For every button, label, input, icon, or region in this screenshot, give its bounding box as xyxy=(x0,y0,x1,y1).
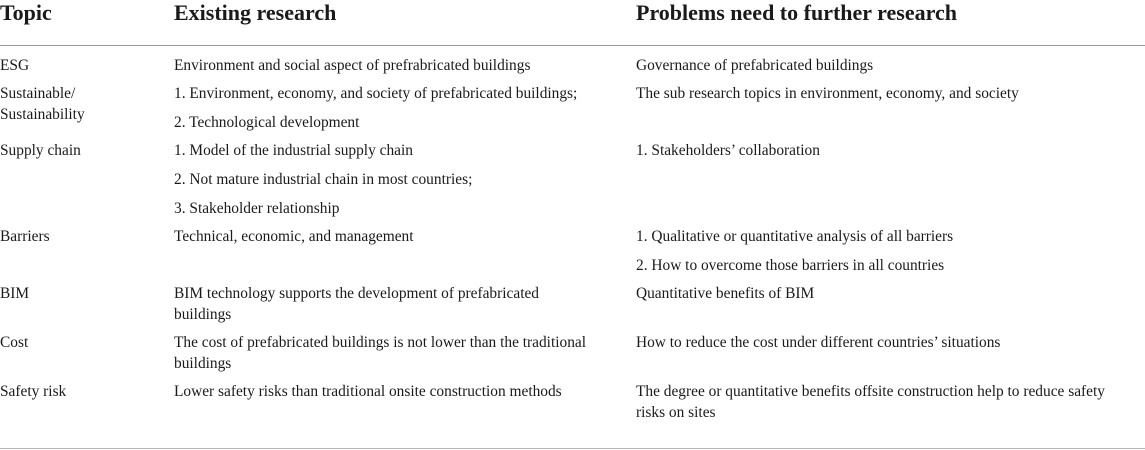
cell-line: Barriers xyxy=(0,227,50,245)
cell-topic xyxy=(0,133,174,219)
cell-problems xyxy=(636,133,1145,219)
cell-problems xyxy=(636,76,1145,133)
cell-line: The cost of prefabricated buildings is not lower than the traditional xyxy=(174,333,587,351)
cell-line: How to reduce the cost under different countries’ situations xyxy=(636,333,1001,351)
cell-line: Sustainability xyxy=(0,105,85,123)
cell-line: 1. Environment, economy, and society of prefabricated buildings; xyxy=(174,84,578,102)
cell-problems xyxy=(636,45,1145,76)
cell-line: Sustainable/ xyxy=(0,84,76,102)
table-header xyxy=(0,0,1145,45)
cell-line: 3. Stakeholder relationship xyxy=(174,199,340,217)
cell-line: Supply chain xyxy=(0,141,81,159)
header-topic: Topic xyxy=(0,0,52,25)
cell-line: 2. How to overcome those barriers in all countries xyxy=(636,256,945,274)
header-row xyxy=(0,0,1145,45)
cell-existing xyxy=(174,374,636,431)
cell-existing xyxy=(174,76,636,133)
cell-line: Quantitative benefits of BIM xyxy=(636,284,815,302)
cell-problems xyxy=(636,276,1145,325)
cell-line: 2. Technological development xyxy=(174,113,360,131)
table-row xyxy=(0,76,1145,133)
table-row xyxy=(0,325,1145,374)
table-bottom-rule xyxy=(0,448,1145,449)
cell-topic xyxy=(0,276,174,325)
table-body xyxy=(0,45,1145,431)
cell-line: Governance of prefabricated buildings xyxy=(636,56,874,74)
cell-line: Lower safety risks than traditional onsite construction methods xyxy=(174,382,562,400)
cell-line: Safety risk xyxy=(0,382,67,400)
cell-problems xyxy=(636,219,1145,276)
cell-existing xyxy=(174,325,636,374)
cell-line: Technical, economic, and management xyxy=(174,227,414,245)
cell-line: 1. Model of the industrial supply chain xyxy=(174,141,413,159)
cell-line: buildings xyxy=(174,354,232,372)
table-row xyxy=(0,219,1145,276)
header-problems-further-research: Problems need to further research xyxy=(636,0,957,25)
cell-existing xyxy=(174,276,636,325)
cell-existing xyxy=(174,45,636,76)
cell-line: The degree or quantitative benefits offsite construction help to reduce safety xyxy=(636,382,1105,400)
cell-topic xyxy=(0,219,174,276)
table-row xyxy=(0,374,1145,431)
cell-existing xyxy=(174,133,636,219)
cell-topic xyxy=(0,325,174,374)
cell-problems xyxy=(636,374,1145,431)
cell-line: BIM technology supports the development of prefabricated xyxy=(174,284,539,302)
header-existing-research: Existing research xyxy=(174,0,337,25)
cell-existing xyxy=(174,219,636,276)
cell-topic xyxy=(0,45,174,76)
cell-problems xyxy=(636,325,1145,374)
cell-line: The sub research topics in environment, economy, and society xyxy=(636,84,1019,102)
table-row xyxy=(0,276,1145,325)
cell-topic xyxy=(0,374,174,431)
cell-line: Environment and social aspect of prefrabricated buildings xyxy=(174,56,531,74)
table-row xyxy=(0,45,1145,76)
cell-line: 1. Qualitative or quantitative analysis of all barriers xyxy=(636,227,954,245)
table-row xyxy=(0,133,1145,219)
cell-line: BIM xyxy=(0,284,30,302)
cell-line: Cost xyxy=(0,333,29,351)
cell-line: risks on sites xyxy=(636,403,716,421)
cell-line: 2. Not mature industrial chain in most countries; xyxy=(174,170,473,188)
cell-line: 1. Stakeholders’ collaboration xyxy=(636,141,820,159)
cell-line: ESG xyxy=(0,56,30,74)
cell-topic xyxy=(0,76,174,133)
cell-line: buildings xyxy=(174,305,232,323)
